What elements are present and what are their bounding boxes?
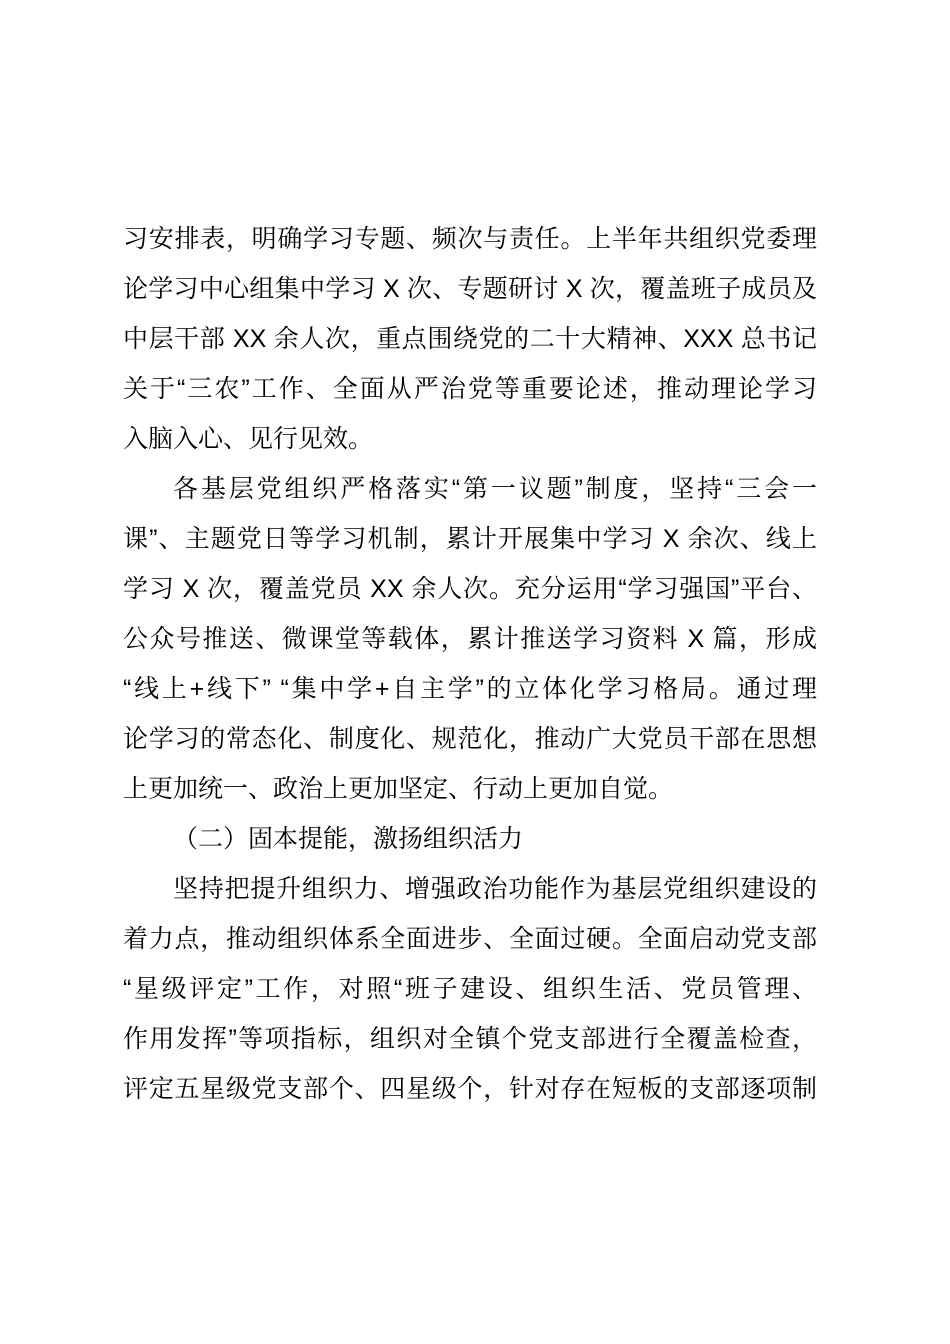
text-line: 各基层党组织严格落实“第一议题”制度，坚持“三会一 [173,475,817,503]
text-line: 上更加统一、政治上更加坚定、行动上更加自觉。 [123,775,674,803]
text-line: 入脑入心、见行见效。 [123,425,374,453]
text-line: 关于“三农”工作、全面从严治党等重要论述，推动理论学习 [123,375,817,403]
text-line: （二）固本提能，激扬组织活力 [173,825,524,853]
text-line: “线上+线下” “集中学+自主学”的立体化学习格局。通过理 [123,675,817,703]
text-line: 坚持把提升组织力、增强政治功能作为基层党组织建设的 [173,875,817,903]
text-line: 习安排表，明确学习专题、频次与责任。上半年共组织党委理 [123,225,817,253]
text-line: “星级评定”工作，对照“班子建设、组织生活、党员管理、 [123,975,817,1003]
text-line: 作用发挥”等项指标，组织对全镇个党支部进行全覆盖检查， [123,1025,817,1053]
text-line: 论学习的常态化、制度化、规范化，推动广大党员干部在思想 [123,725,817,753]
text-line: 着力点，推动组织体系全面进步、全面过硬。全面启动党支部 [123,925,817,953]
text-line: 课”、主题党日等学习机制，累计开展集中学习 X 余次、线上 [123,525,817,553]
text-line: 论学习中心组集中学习 X 次、专题研讨 X 次，覆盖班子成员及 [123,275,817,303]
text-line: 公众号推送、微课堂等载体，累计推送学习资料 X 篇，形成 [123,625,817,653]
text-line: 评定五星级党支部个、四星级个，针对存在短板的支部逐项制 [123,1075,817,1103]
text-line: 学习 X 次，覆盖党员 XX 余人次。充分运用“学习强国”平台、 [123,575,817,603]
document-text-block [123,214,817,1114]
text-line: 中层干部 XX 余人次，重点围绕党的二十大精神、XXX 总书记 [123,325,817,353]
